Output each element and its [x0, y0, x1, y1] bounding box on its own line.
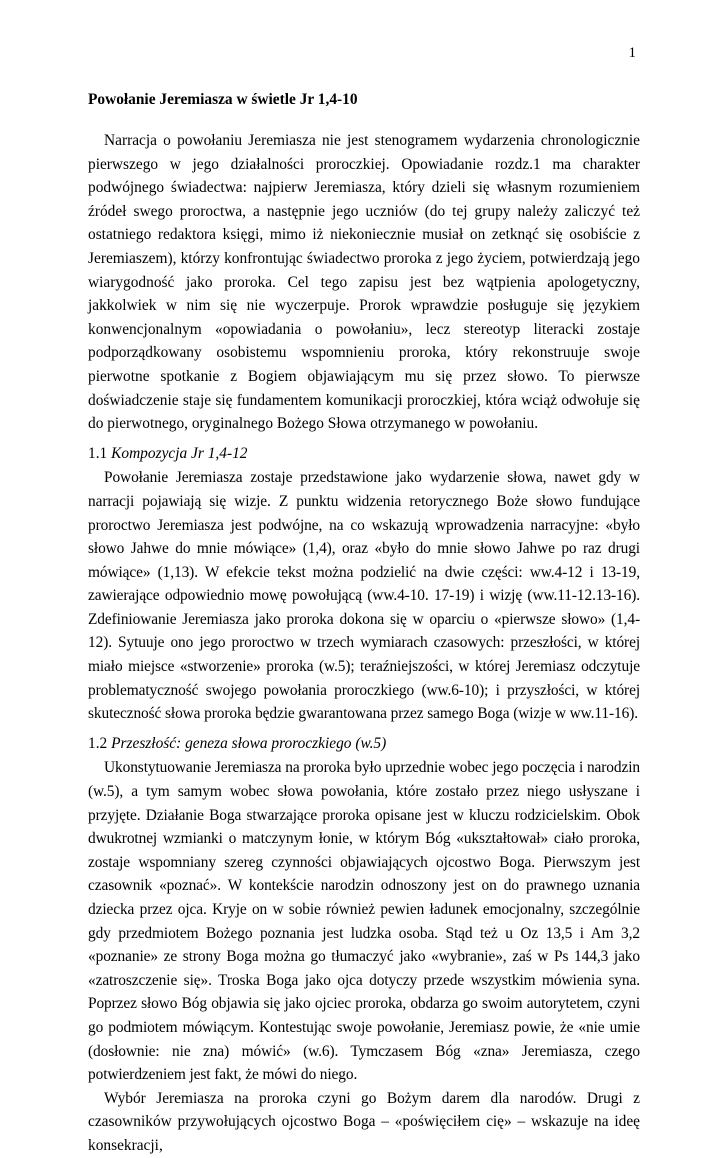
section-title: Przeszłość: geneza słowa proroczkiego (w.5): [111, 734, 387, 752]
intro-paragraph: Narracja o powołaniu Jeremiasza nie jest stenogramem wydarzenia chronologicznie pierwszego w jego działalności proroczkiej. Opowiadanie rozdz.1 ma charakter podwójnego świadectwa: najpierw Jeremiasza, który dzieli się własnym rozumieniem źródeł swego proroctwa, a następnie jego uczniów (do tej grupy należy zaliczyć też ostatniego redaktora księgi, mimo iż niekoniecznie musiał on zetknąć się osobiście z Jeremiaszem), którzy konfrontując świadectwo proroka z jego życiem, potwierdzają jego wiarygodność jako proroka. Cel tego zapisu jest bez wątpienia apologetyczny, jakkolwiek w nim się nie wyczerpuje. Prorok wprawdzie posługuje się językiem konwencjonalnym «opowiadania o powołaniu», lecz stereotyp literacki zostaje podporządkowany osobistemu wspomnieniu proroka, który rekonstruuje swoje pierwotne spotkanie z Bogiem objawiającym mu się przez słowo. To pierwsze doświadczenie staje się fundamentem komunikacji proroczkiej, która wciąż odwołuje się do pierwotnego, oryginalnego Bożego Słowa otrzymanego w powołaniu.: [88, 132, 640, 433]
section-1-2-paragraph-1: Ukonstytuowanie Jeremiasza na proroka było uprzednie wobec jego poczęcia i narodzin (w.5), a tym samym wobec słowa powołania, które zostało przez niego usłyszane i przyjęte. Działanie Boga stwarzające proroka opisane jest w kluczu rodzicielskim. Obok dwukrotnej wzmianki o matczynym łonie, w którym Bóg «ukształtował» ciało proroka, zostaje wspomniany szereg czynności objawiających ojcostwo Boga. Pierwszym jest czasownik «poznać». W kontekście narodzin odnoszony jest on do prawnego uznania dziecka przez ojca. Kryje on w sobie również pewien ładunek emocjonalny, szczególnie gdy przedmiotem Bożego poznania jest ludzka osoba. Stąd też u Oz 13,5 i Am 3,2 «poznanie» ze strony Boga można go tłumaczyć jako «wybranie», zaś w Ps 144,3 jako «zatroszczenie się». Troska Boga jako ojca dotyczy przede wszystkim mówienia syna. Poprzez słowo Bóg objawia się jako ojciec proroka, obdarza go swoim autorytetem, czyni go podmiotem mówiącym. Kontestując swoje powołanie, Jeremiasz powie, że «nie umie (dosłownie: nie zna) mówić» (w.6). Tymczasem Bóg «zna» Jeremiasza, czego potwierdzeniem jest fakt, że mówi do niego.: [88, 759, 640, 1084]
document-body: [88, 88, 640, 1158]
section-heading-1-2: [88, 732, 640, 756]
section-1-2-paragraph-2: Wybór Jeremiasza na proroka czyni go Bożym darem dla narodów. Drugi z czasowników przywołujących ojcostwo Boga – «poświęciłem cię» – wskazuje na ideę konsekracji,: [88, 1089, 640, 1154]
section-number: 1.2: [88, 734, 108, 752]
title-spacer: [88, 112, 640, 129]
section-title: Kompozycja Jr 1,4-12: [111, 444, 248, 462]
page-number: 1: [628, 45, 636, 61]
section-1-1-paragraph: Powołanie Jeremiasza zostaje przedstawione jako wydarzenie słowa, nawet gdy w narracji pojawiają się wizje. Z punktu widzenia retorycznego Boże słowo fundujące proroctwo Jeremiasza jest podwójne, na co wskazują wprowadzenia narracyjne: «było słowo Jahwe do mnie mówiące» (1,4), oraz «było do mnie słowo Jahwe po raz drugi mówiące» (1,13). W efekcie tekst można podzielić na dwie części: ww.4-12 i 13-19, zawierające odpowiednio mowę powołującą (ww.4-10. 17-19) i wizję (ww.11-12.13-16). Zdefiniowanie Jeremiasza jako proroka dokona się w oparciu o «pierwsze słowo» (1,4-12). Sytuuje ono jego proroctwo w trzech wymiarach czasowych: przeszłości, w której miało miejsce «stworzenie» proroka (w.5); teraźniejszości, w której Jeremiasz odczytuje problematyczność swojego powołania proroczkiego (ww.6-10); i przyszłości, w której skuteczność słowa proroka będzie gwarantowana przez samego Boga (wizje w ww.11-16).: [88, 469, 640, 723]
section-heading-1-1: [88, 442, 640, 466]
document-title: Powołanie Jeremiasza w świetle Jr 1,4-10: [88, 91, 358, 108]
section-number: 1.1: [88, 444, 108, 462]
